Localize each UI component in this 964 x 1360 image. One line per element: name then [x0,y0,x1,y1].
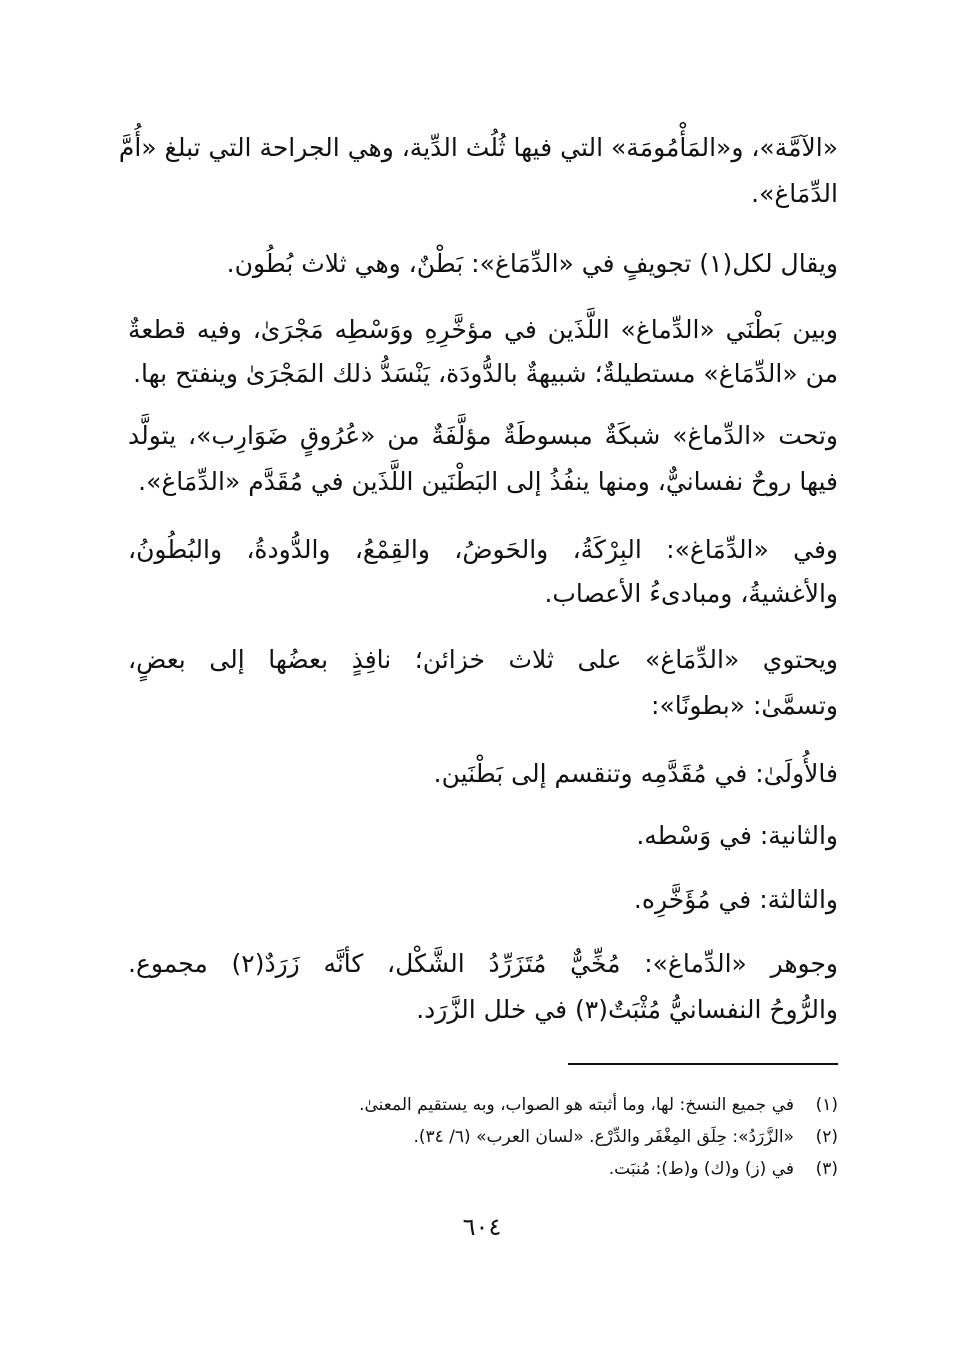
paragraph-6-line-2: وتسمَّىٰ: «بطونًا»: [651,691,838,720]
footnote-separator [568,1063,838,1065]
paragraph-10-line-1: وجوهر «الدِّماغ»: مُخِّيٌّ مُتَزَرِّدُ الشَّكْل، كأنَّه زَرَدٌ(٢) مجموع. [128,949,838,978]
footnote-3-text: في (ز) و(ك) و(ط): مُنبَت. [608,1159,794,1179]
paragraph-4-line-2: فيها روحٌ نفسانيٌّ، ومنها ينفُذُ إلى البَطْنَين اللَّذَين في مُقَدَّم «الدِّمَاغ». [138,467,838,496]
footnote-1-text: في جميع النسخ: لها، وما أثبته هو الصواب، وبه يستقيم المعنىٰ. [359,1095,794,1115]
page-number: ٦٠٤ [462,1213,502,1241]
footnote-1-number: (١) [815,1095,838,1115]
paragraph-6-line-1: ويحتوي «الدِّمَاغ» على ثلاث خزائن؛ نافِذٍ بعضُها إلى بعضٍ، [128,645,838,674]
footnote-1 [128,1092,838,1118]
footnote-2-number: (٢) [815,1127,838,1147]
paragraph-10-line-2: والرُّوحُ النفسانيُّ مُثْبَتٌ(٣) في خلل الزَّرَد. [416,995,838,1024]
paragraph-8-line-1: والثانية: في وَسْطه. [636,821,838,850]
paragraph-2-line-1: ويقال لكل(١) تجويفٍ في «الدِّمَاغ»: بَطْنٌ، وهي ثلاث بُطُون. [226,249,838,278]
paragraph-4-line-1: وتحت «الدِّماغ» شبكَةٌ مبسوطَةٌ مؤلَّفَةٌ من «عُرُوقٍ ضَوَارِب»، يتولَّد [128,421,838,450]
footnote-3-number: (٣) [815,1159,838,1179]
paragraph-3-line-1: وبين بَطْنَي «الدِّماغ» اللَّذَين في مؤخَّرِهِ ووَسْطِه مَجْرَىٰ، وفيه قطعةٌ [128,315,838,344]
footnote-3 [128,1156,838,1182]
paragraph-5-line-2: والأغشيةُ، ومبادىءُ الأعصاب. [544,579,838,608]
paragraph-1-line-1: «الآمَّة»، و«المَأْمُومَة» التي فيها ثُلُث الدِّية، وهي الجراحة التي تبلغ «أُمَّ [118,133,838,162]
paragraph-3-line-2: من «الدِّمَاغ» مستطيلةٌ؛ شبيهةٌ بالدُّودَة، يَنْسَدُّ ذلك المَجْرَىٰ وينفتح بها. [133,359,838,388]
paragraph-1-line-2: الدِّمَاغ». [751,179,838,208]
footnote-2 [128,1124,838,1150]
paragraph-7-line-1: فالأُولَىٰ: في مُقَدَّمِه وتنقسم إلى بَطْنَين. [433,759,838,788]
paragraph-9-line-1: والثالثة: في مُؤَخَّرِه. [633,885,838,914]
footnote-2-text: «الزَّرَدُ»: حِلَق المِغْفَر والدِّرْع. «لسان العرب» (٦/ ٣٤). [413,1127,794,1147]
paragraph-5-line-1: وفي «الدِّمَاغ»: البِرْكَةُ، والحَوضُ، والقِمْعُ، والدُّودةُ، والبُطُونُ، [128,535,838,564]
